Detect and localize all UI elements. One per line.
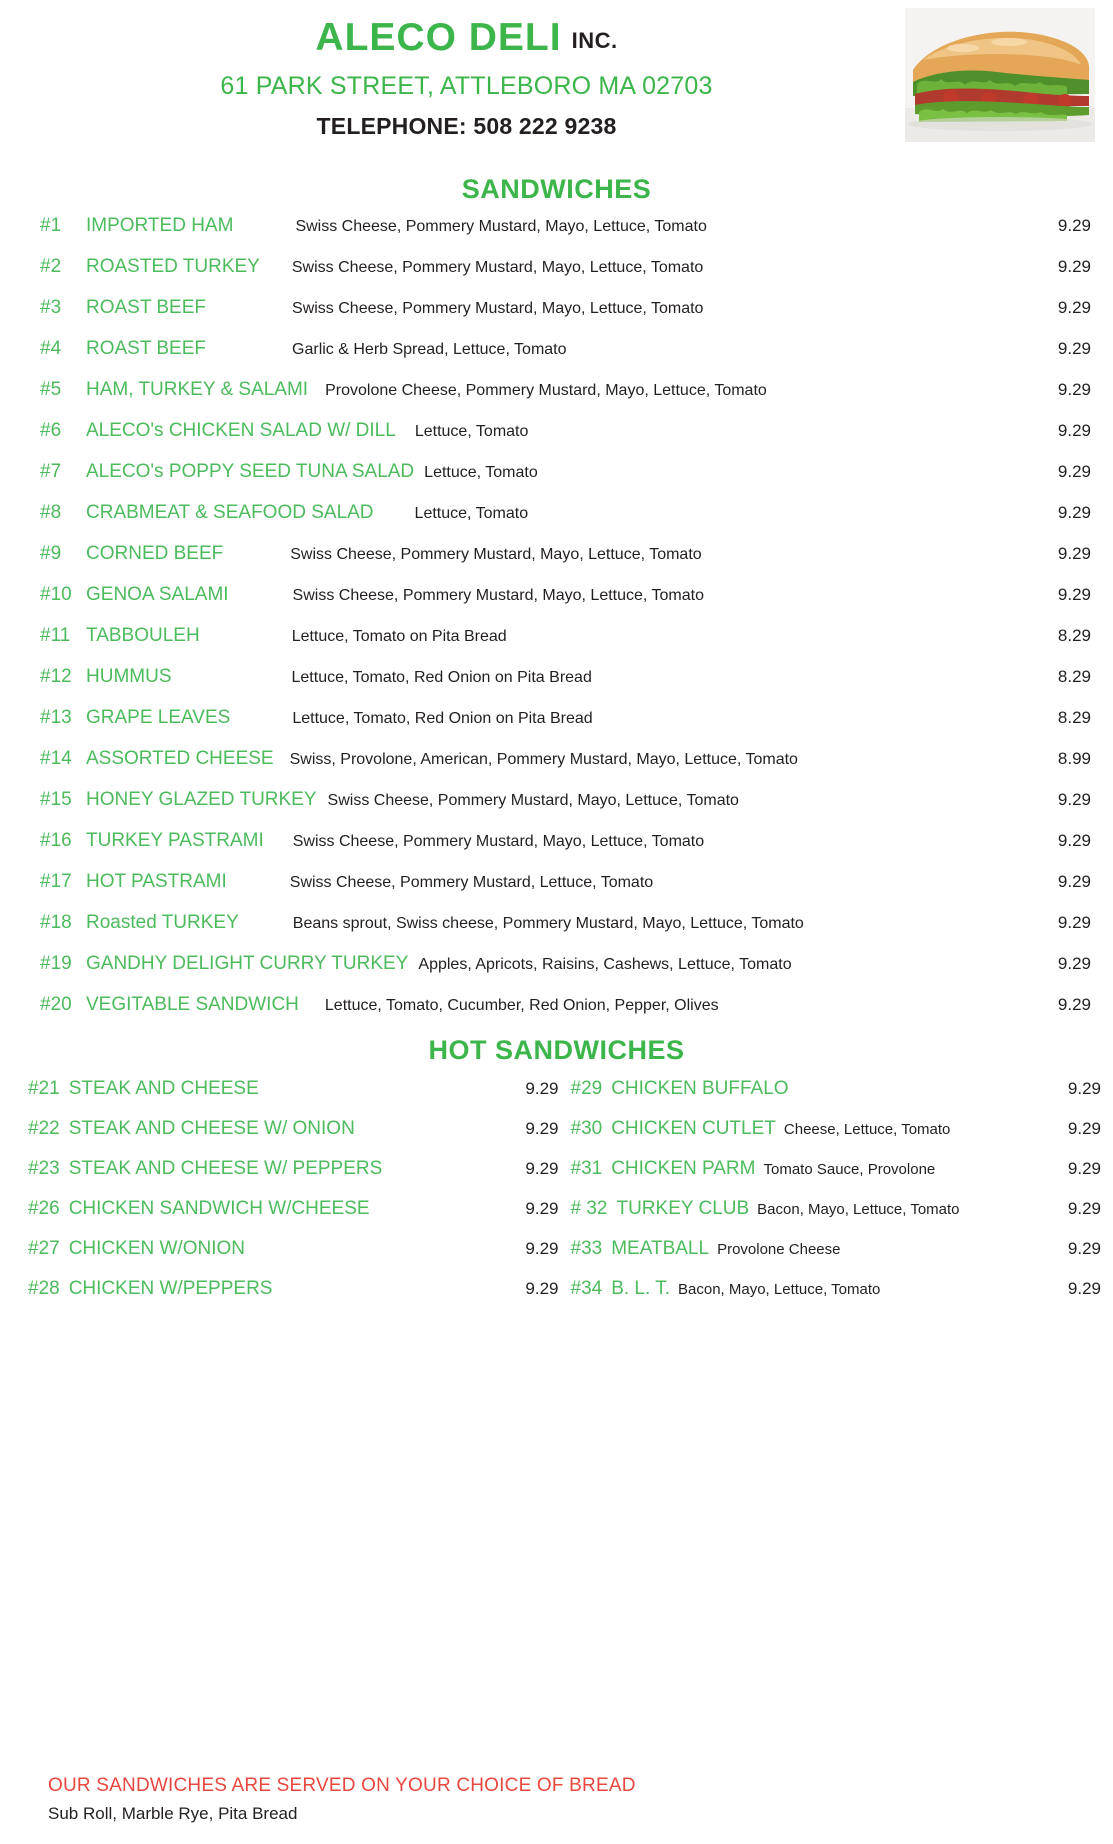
sandwich-price: 9.29 [1057,339,1091,358]
sandwich-name: ASSORTED CHEESE [86,748,274,769]
sandwich-number: #3 [40,297,62,318]
sandwich-name: GENOA SALAMI [86,584,229,605]
hot-sandwich-number: # 32 [570,1198,608,1219]
sandwich-row [40,215,1091,256]
hot-sandwich-description: Provolone Cheese [717,1241,841,1258]
sandwich-number: #17 [40,871,72,892]
sandwich-description: Lettuce, Tomato [424,464,538,481]
sandwich-number: #12 [40,666,72,687]
sandwich-number: #16 [40,830,72,851]
sub-sandwich-photo [905,8,1095,142]
sandwich-number: #5 [40,379,62,400]
sandwich-name: ALECO's POPPY SEED TUNA SALAD [86,461,415,482]
sandwich-price: 9.29 [1057,995,1091,1014]
hot-sandwich-price: 9.29 [1067,1239,1101,1258]
sandwich-price: 9.29 [1057,257,1091,276]
bread-choice-footer [48,1775,636,1824]
footer-bread-options: Sub Roll, Marble Rye, Pita Bread [48,1804,298,1823]
sandwich-row [40,584,1091,625]
sandwich-description: Provolone Cheese, Pommery Mustard, Mayo, Lettuce, Tomato [325,382,767,399]
sandwich-name: ROASTED TURKEY [86,256,260,277]
hot-sandwich-columns [0,1078,1113,1318]
hot-sandwich-description: Cheese, Lettuce, Tomato [783,1121,951,1138]
sandwich-description: Lettuce, Tomato [414,423,529,440]
sandwich-row [40,379,1091,420]
hot-sandwich-row [571,1198,1102,1238]
sandwich-row [40,543,1091,584]
sandwich-description: Swiss Cheese, Pommery Mustard, Mayo, Lettuce, Tomato [295,218,707,235]
sandwich-description: Lettuce, Tomato on Pita Bread [291,628,507,645]
sandwich-price: 9.29 [1057,216,1091,235]
hot-sandwich-price: 9.29 [525,1199,559,1218]
sandwich-description: Garlic & Herb Spread, Lettuce, Tomato [292,341,567,358]
hot-sandwich-row [571,1118,1102,1158]
sandwich-description: Apples, Apricots, Raisins, Cashews, Lettuce, Tomato [418,956,792,973]
hot-sandwich-price: 9.29 [525,1239,559,1258]
sandwich-number: #7 [40,461,62,482]
sandwich-number: #20 [40,994,72,1015]
store-telephone: TELEPHONE: 508 222 9238 [316,113,617,139]
hot-sandwich-row [571,1158,1102,1198]
sandwich-price: 8.99 [1057,749,1091,768]
sandwich-name: HUMMUS [86,666,172,687]
sandwich-row [40,871,1091,912]
hot-sandwich-price: 9.29 [525,1279,559,1298]
hot-sandwich-price: 9.29 [525,1119,559,1138]
store-address: 61 PARK STREET, ATTLEBORO MA 02703 [220,72,713,100]
sandwich-illustration [905,8,1095,142]
sandwich-name: TURKEY PASTRAMI [86,830,264,851]
sandwich-number: #6 [40,420,62,441]
sandwich-number: #9 [40,543,62,564]
sandwich-number: #4 [40,338,62,359]
sandwich-price: 8.29 [1057,667,1091,686]
sandwich-list [0,215,1113,1035]
hot-sandwich-name: CHICKEN W/PEPPERS [68,1278,273,1299]
sandwich-description: Swiss, Provolone, American, Pommery Mustard, Mayo, Lettuce, Tomato [289,751,798,768]
sandwich-name: ALECO's CHICKEN SALAD W/ DILL [86,420,396,441]
hot-sandwich-name: TURKEY CLUB [616,1198,750,1219]
sandwich-description: Swiss Cheese, Pommery Mustard, Mayo, Lettuce, Tomato [327,792,739,809]
hot-sandwich-row [28,1158,559,1198]
brand-name: ALECO DELI [315,16,562,59]
sandwich-row [40,912,1091,953]
hot-sandwich-number: #31 [570,1158,603,1179]
sandwich-row [40,748,1091,789]
hot-sandwich-price: 9.29 [1067,1159,1101,1178]
hot-sandwich-row [571,1278,1102,1318]
hot-sandwich-list-right [559,1078,1102,1318]
section-title-sandwiches: SANDWICHES [461,174,652,204]
sandwich-price: 9.29 [1057,380,1091,399]
sandwich-number: #15 [40,789,72,810]
sandwich-description: Swiss Cheese, Pommery Mustard, Mayo, Lettuce, Tomato [292,833,705,850]
sandwich-number: #18 [40,912,72,933]
hot-sandwich-price: 9.29 [525,1159,559,1178]
hot-sandwich-name: CHICKEN CUTLET [611,1118,776,1139]
sandwich-number: #19 [40,953,72,974]
sandwich-price: 9.29 [1057,298,1091,317]
hot-sandwich-price: 9.29 [1067,1279,1101,1298]
hot-sandwich-number: #21 [28,1078,60,1099]
hot-sandwich-name: CHICKEN PARM [611,1158,756,1179]
sandwich-description: Beans sprout, Swiss cheese, Pommery Mustard, Mayo, Lettuce, Tomato [292,915,804,932]
sandwich-name: HONEY GLAZED TURKEY [86,789,317,810]
hot-sandwich-list-left [28,1078,559,1318]
brand-title-line [0,18,933,57]
hot-sandwich-name: MEATBALL [611,1238,710,1259]
sandwich-row [40,420,1091,461]
sandwich-price: 9.29 [1057,544,1091,563]
hot-sandwich-row [28,1078,559,1118]
sandwich-name: CRABMEAT & SEAFOOD SALAD [86,502,374,523]
sandwich-description: Lettuce, Tomato, Red Onion on Pita Bread [292,710,593,727]
hot-sandwich-name: CHICKEN W/ONION [68,1238,245,1259]
hot-sandwich-name: STEAK AND CHEESE W/ PEPPERS [68,1158,383,1179]
sandwich-name: CORNED BEEF [86,543,224,564]
hot-sandwich-number: #34 [570,1278,603,1299]
sandwich-price: 9.29 [1057,790,1091,809]
sandwich-price: 9.29 [1057,872,1091,891]
sandwich-price: 8.29 [1057,708,1091,727]
sandwich-price: 9.29 [1057,954,1091,973]
sandwich-description: Swiss Cheese, Pommery Mustard, Mayo, Lettuce, Tomato [290,546,702,563]
sandwich-description: Lettuce, Tomato, Red Onion on Pita Bread [291,669,592,686]
hot-sandwich-name: CHICKEN BUFFALO [611,1078,789,1099]
hot-sandwich-number: #28 [28,1278,60,1299]
hot-sandwich-number: #26 [28,1198,60,1219]
sandwich-description: Swiss Cheese, Pommery Mustard, Mayo, Lettuce, Tomato [291,259,704,276]
sandwich-row [40,502,1091,543]
sandwich-row [40,297,1091,338]
sandwich-name: Roasted TURKEY [86,912,239,933]
hot-sandwich-price: 9.29 [1067,1079,1101,1098]
sandwich-row [40,338,1091,379]
sandwich-number: #2 [40,256,62,277]
hot-sandwich-row [28,1118,559,1158]
sandwich-row [40,789,1091,830]
sandwich-price: 9.29 [1057,503,1091,522]
sandwich-description: Swiss Cheese, Pommery Mustard, Lettuce, Tomato [289,874,654,891]
sandwich-description: Swiss Cheese, Pommery Mustard, Mayo, Lettuce, Tomato [292,300,704,317]
sandwich-description: Lettuce, Tomato, Cucumber, Red Onion, Pepper, Olives [324,997,719,1014]
hot-sandwich-number: #29 [570,1078,603,1099]
sandwich-row [40,666,1091,707]
sandwich-name: GANDHY DELIGHT CURRY TURKEY [86,953,409,974]
hot-sandwich-price: 9.29 [1067,1199,1101,1218]
sandwich-name: ROAST BEEF [86,338,207,359]
hot-sandwich-price: 9.29 [525,1079,559,1098]
hot-sandwich-number: #30 [570,1118,603,1139]
hot-sandwich-number: #27 [28,1238,60,1259]
sandwich-row [40,830,1091,871]
hot-sandwich-row [28,1278,559,1318]
sandwich-price: 9.29 [1057,462,1091,481]
sandwich-row [40,461,1091,502]
sandwich-number: #10 [40,584,72,605]
sandwich-name: IMPORTED HAM [86,215,234,236]
sandwich-number: #8 [40,502,62,523]
hot-sandwich-description: Bacon, Mayo, Lettuce, Tomato [678,1281,881,1298]
sandwich-price: 9.29 [1057,913,1091,932]
sandwich-row [40,625,1091,666]
hot-sandwich-row [571,1238,1102,1278]
section-title-hot-sandwiches: HOT SANDWICHES [428,1035,685,1065]
hot-sandwich-description: Bacon, Mayo, Lettuce, Tomato [757,1201,960,1218]
sandwich-row [40,707,1091,748]
hot-sandwich-name: STEAK AND CHEESE [68,1078,259,1099]
sandwich-price: 9.29 [1057,421,1091,440]
sandwich-row [40,256,1091,297]
sandwich-row [40,953,1091,994]
hot-sandwich-description: Tomato Sauce, Provolone [763,1161,936,1178]
menu-header [0,0,1113,152]
sandwich-name: GRAPE LEAVES [86,707,231,728]
sandwich-price: 9.29 [1057,831,1091,850]
sandwich-name: VEGITABLE SANDWICH [86,994,299,1015]
footer-headline: OUR SANDWICHES ARE SERVED ON YOUR CHOICE OF BREAD [48,1775,636,1796]
hot-sandwich-name: B. L. T. [611,1278,670,1299]
brand-suffix: INC. [571,28,618,53]
hot-sandwich-row [28,1198,559,1238]
sandwich-name: HAM, TURKEY & SALAMI [86,379,309,400]
sandwich-number: #14 [40,748,72,769]
hot-sandwich-number: #33 [570,1238,603,1259]
hot-sandwich-number: #22 [28,1118,60,1139]
sandwich-price: 8.29 [1057,626,1091,645]
sandwich-price: 9.29 [1057,585,1091,604]
hot-sandwich-row [571,1078,1102,1118]
sandwich-row [40,994,1091,1035]
hot-sandwich-number: #23 [28,1158,60,1179]
sandwich-name: HOT PASTRAMI [86,871,227,892]
hot-sandwich-row [28,1238,559,1278]
sandwich-number: #11 [40,625,71,646]
hot-sandwich-name: CHICKEN SANDWICH W/CHEESE [68,1198,370,1219]
sandwich-number: #1 [40,215,62,236]
hot-sandwich-name: STEAK AND CHEESE W/ ONION [68,1118,355,1139]
sandwich-name: TABBOULEH [86,625,200,646]
hot-sandwich-price: 9.29 [1067,1119,1101,1138]
sandwich-description: Lettuce, Tomato [414,505,529,522]
sandwich-name: ROAST BEEF [86,297,207,318]
sandwich-description: Swiss Cheese, Pommery Mustard, Mayo, Lettuce, Tomato [292,587,704,604]
sandwich-number: #13 [40,707,72,728]
